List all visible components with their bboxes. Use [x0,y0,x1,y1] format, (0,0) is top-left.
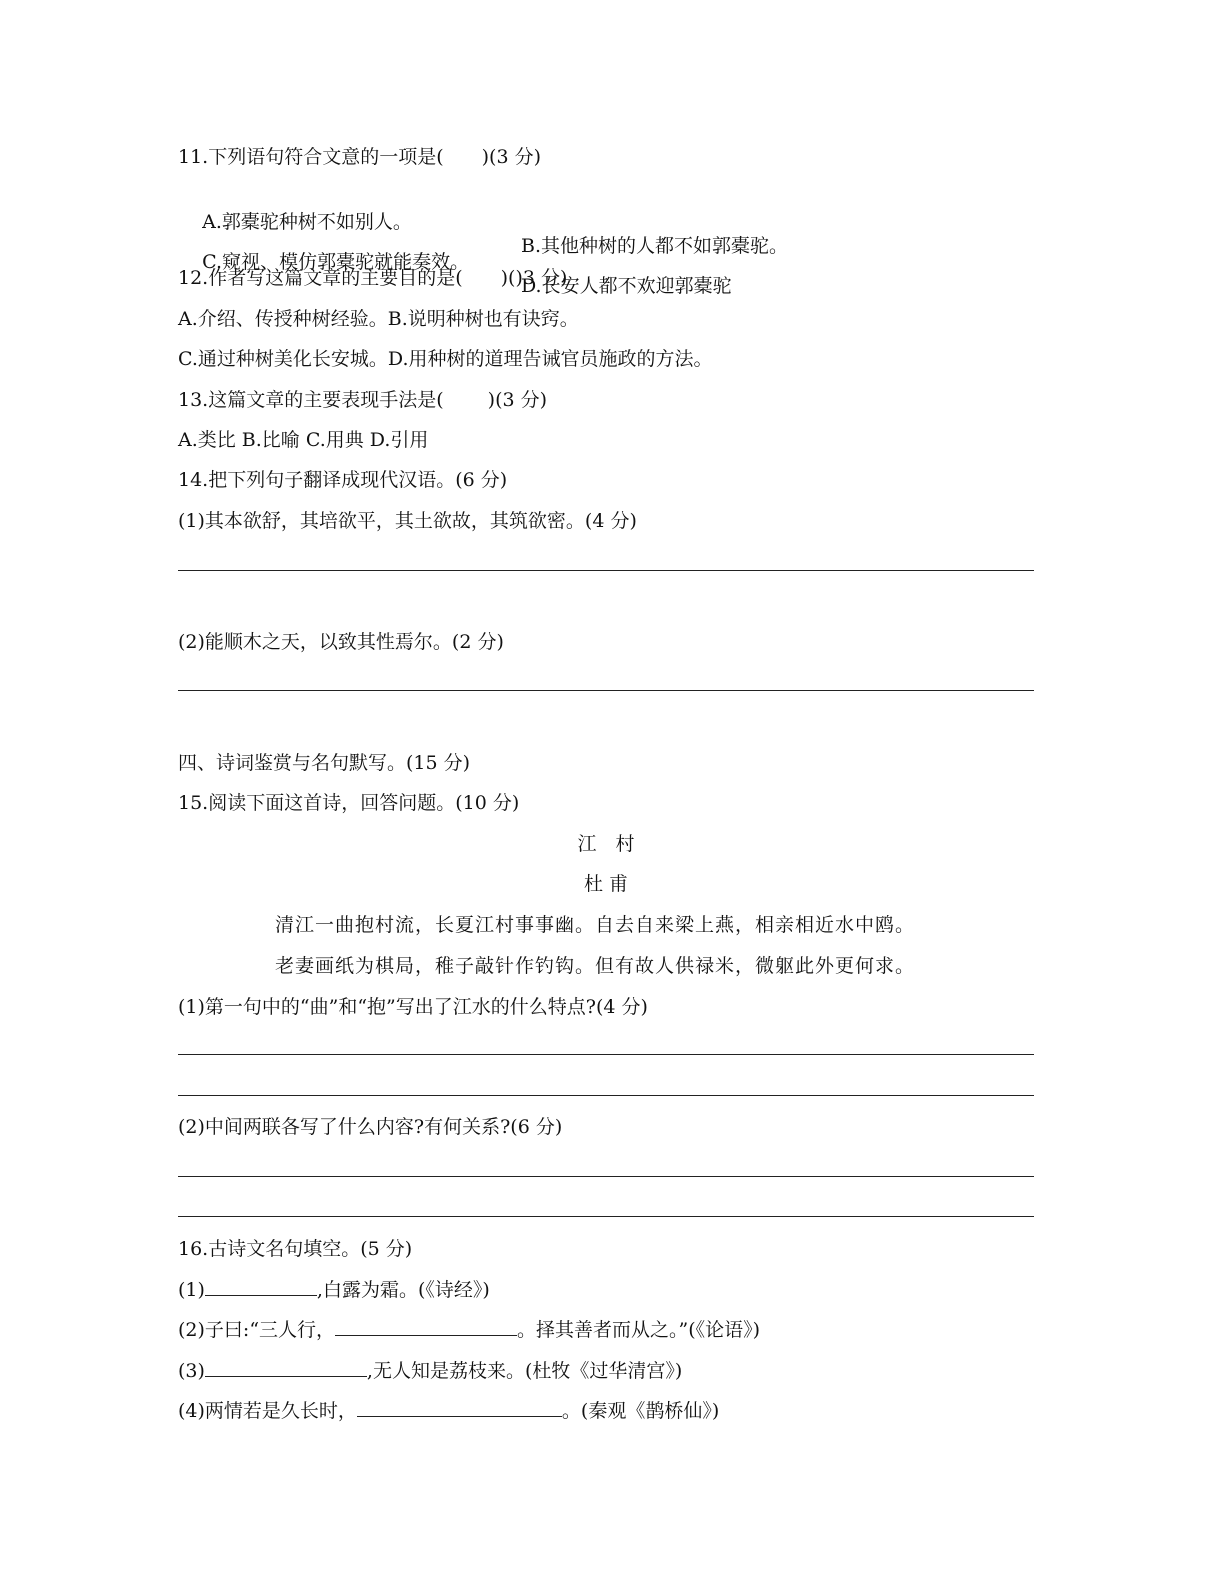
q14-part1: (1)其本欲舒，其培欲平，其土欲故，其筑欲密。(4 分) [178,510,637,532]
fill-blank[interactable] [335,1317,517,1336]
q11-option-d: D.长安人都不欢迎郭橐驼 [521,275,732,297]
q16-item2 [178,1317,760,1342]
answer-line[interactable] [178,1095,1034,1096]
poem-title: 江 村 [577,833,635,855]
answer-line[interactable] [178,1176,1034,1177]
fill-blank[interactable] [357,1398,562,1417]
q16-item4 [178,1398,719,1423]
q15-part2: (2)中间两联各写了什么内容?有何关系?(6 分) [178,1116,563,1138]
q11-option-b: B.其他种树的人都不如郭橐驼。 [521,235,789,257]
q12-stem: 12.作者写这篇文章的主要目的是( )()3 分) [178,267,568,289]
q16-item4-suffix: 。(秦观《鹊桥仙》) [561,1400,720,1422]
q16-item2-prefix: (2)子曰:“三人行， [178,1319,336,1341]
fill-blank[interactable] [205,1358,367,1377]
q16-item4-prefix: (4)两情若是久长时， [178,1400,357,1422]
answer-line[interactable] [178,1216,1034,1217]
q11-option-a: A.郭橐驼种树不如别人。 [202,211,412,233]
q15-stem: 15.阅读下面这首诗，回答问题。(10 分) [178,792,520,814]
q16-item2-suffix: 。择其善者而从之。”(《论语》) [517,1319,761,1341]
q11-option-c: C.窥视、模仿郭橐驼就能奏效。 [202,251,470,273]
q16-item1 [178,1277,490,1302]
q16-item3-suffix: ,无人知是荔枝来。(杜牧《过华清宫》) [366,1360,683,1382]
q11-stem: 11.下列语句符合文意的一项是( )(3 分) [178,146,541,168]
q16-item3 [178,1358,682,1383]
q12-options-cd: C.通过种树美化长安城。D.用种树的道理告诫官员施政的方法。 [178,348,713,370]
q13-stem: 13.这篇文章的主要表现手法是( )(3 分) [178,389,548,411]
section-four-heading: 四、诗词鉴赏与名句默写。(15 分) [178,752,471,774]
q12-options-ab: A.介绍、传授种树经验。B.说明种树也有诀窍。 [178,308,579,330]
fill-blank[interactable] [205,1277,317,1296]
answer-line[interactable] [178,690,1034,691]
q14-stem: 14.把下列句子翻译成现代汉语。(6 分) [178,469,508,491]
q14-part2: (2)能顺木之天，以致其性焉尔。(2 分) [178,631,504,653]
q16-item1-prefix: (1) [178,1279,205,1301]
answer-line[interactable] [178,1054,1034,1055]
answer-line[interactable] [178,570,1034,571]
poem-author: 杜 甫 [583,873,629,895]
q13-options: A.类比 B.比喻 C.用典 D.引用 [178,429,429,451]
q16-stem: 16.古诗文名句填空。(5 分) [178,1238,413,1260]
q16-item1-suffix: ,白露为霜。(《诗经》) [316,1279,490,1301]
q15-part1: (1)第一句中的“曲”和“抱”写出了江水的什么特点?(4 分) [178,996,648,1018]
poem-line: 清江一曲抱村流，长夏江村事事幽。自去自来梁上燕，相亲相近水中鸥。 [275,914,916,936]
poem-line: 老妻画纸为棋局，稚子敲针作钓钩。但有故人供禄米，微躯此外更何求。 [275,955,916,977]
q16-item3-prefix: (3) [178,1360,205,1382]
